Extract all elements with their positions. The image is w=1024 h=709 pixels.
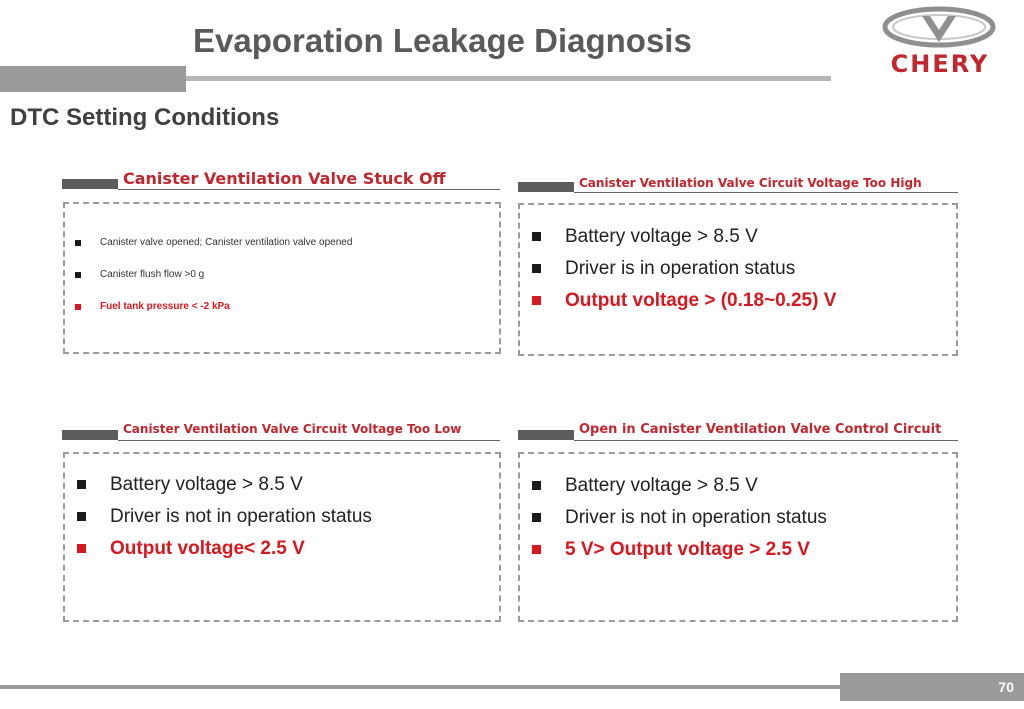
panel-header-bar <box>62 179 118 189</box>
list-item: Battery voltage > 8.5 V <box>65 473 499 505</box>
section-subtitle: DTC Setting Conditions <box>10 104 280 131</box>
panel-box-stuck-off <box>63 202 501 354</box>
panel-header-stuck-off <box>62 171 500 201</box>
panel-title: Canister Ventilation Valve Circuit Voltage Too High <box>579 176 922 190</box>
list-item: Battery voltage > 8.5 V <box>520 474 956 506</box>
title-accent-bar <box>0 66 186 92</box>
footer-line <box>0 685 840 689</box>
panel-header-bar <box>518 182 574 192</box>
list-item: Driver is not in operation status <box>520 506 956 538</box>
panel-header-line <box>118 440 500 441</box>
condition-list <box>520 454 956 570</box>
panel-title: Open in Canister Ventilation Valve Control Circuit <box>579 422 942 437</box>
list-item: Battery voltage > 8.5 V <box>520 225 956 257</box>
list-item: Canister valve opened; Canister ventilation valve opened <box>65 236 499 268</box>
panel-box-open-circuit <box>518 452 958 622</box>
bullet-square-icon <box>532 264 541 273</box>
panel-header-line <box>574 192 958 193</box>
condition-list <box>65 454 499 569</box>
panel-header-open-circuit <box>518 422 958 452</box>
page-number-box <box>840 673 1024 701</box>
panel-header-bar <box>62 430 118 440</box>
title-underline <box>186 76 831 81</box>
chery-logo-icon <box>882 6 996 48</box>
panel-box-voltage-low <box>63 452 501 622</box>
panel-title: Canister Ventilation Valve Stuck Off <box>123 169 446 188</box>
bullet-square-icon <box>77 480 86 489</box>
bullet-square-icon <box>532 296 541 305</box>
bullet-square-icon <box>532 545 541 554</box>
list-item: 5 V> Output voltage > 2.5 V <box>520 538 956 570</box>
bullet-square-icon <box>77 512 86 521</box>
panel-title: Canister Ventilation Valve Circuit Voltage Too Low <box>123 422 462 436</box>
panel-header-voltage-high <box>518 174 958 204</box>
bullet-square-icon <box>532 232 541 241</box>
bullet-square-icon <box>77 544 86 553</box>
list-item: Canister flush flow >0 g <box>65 268 499 300</box>
panel-header-line <box>574 440 958 441</box>
condition-list <box>520 205 956 321</box>
logo-wordmark: CHERY <box>890 50 990 78</box>
condition-list <box>65 204 499 332</box>
list-item: Driver is not in operation status <box>65 505 499 537</box>
bullet-square-icon <box>75 240 81 246</box>
list-item: Output voltage< 2.5 V <box>65 537 499 569</box>
list-item: Output voltage > (0.18~0.25) V <box>520 289 956 321</box>
list-item: Driver is in operation status <box>520 257 956 289</box>
list-item: Fuel tank pressure < -2 kPa <box>65 300 499 332</box>
page-number: 70 <box>998 679 1014 695</box>
bullet-square-icon <box>532 481 541 490</box>
slide-title: Evaporation Leakage Diagnosis <box>193 22 692 59</box>
chery-logo <box>872 6 1008 76</box>
bullet-square-icon <box>75 304 81 310</box>
panel-header-voltage-low <box>62 422 500 452</box>
panel-box-voltage-high <box>518 203 958 356</box>
panel-header-bar <box>518 430 574 440</box>
panel-header-line <box>118 189 500 190</box>
bullet-square-icon <box>532 513 541 522</box>
bullet-square-icon <box>75 272 81 278</box>
